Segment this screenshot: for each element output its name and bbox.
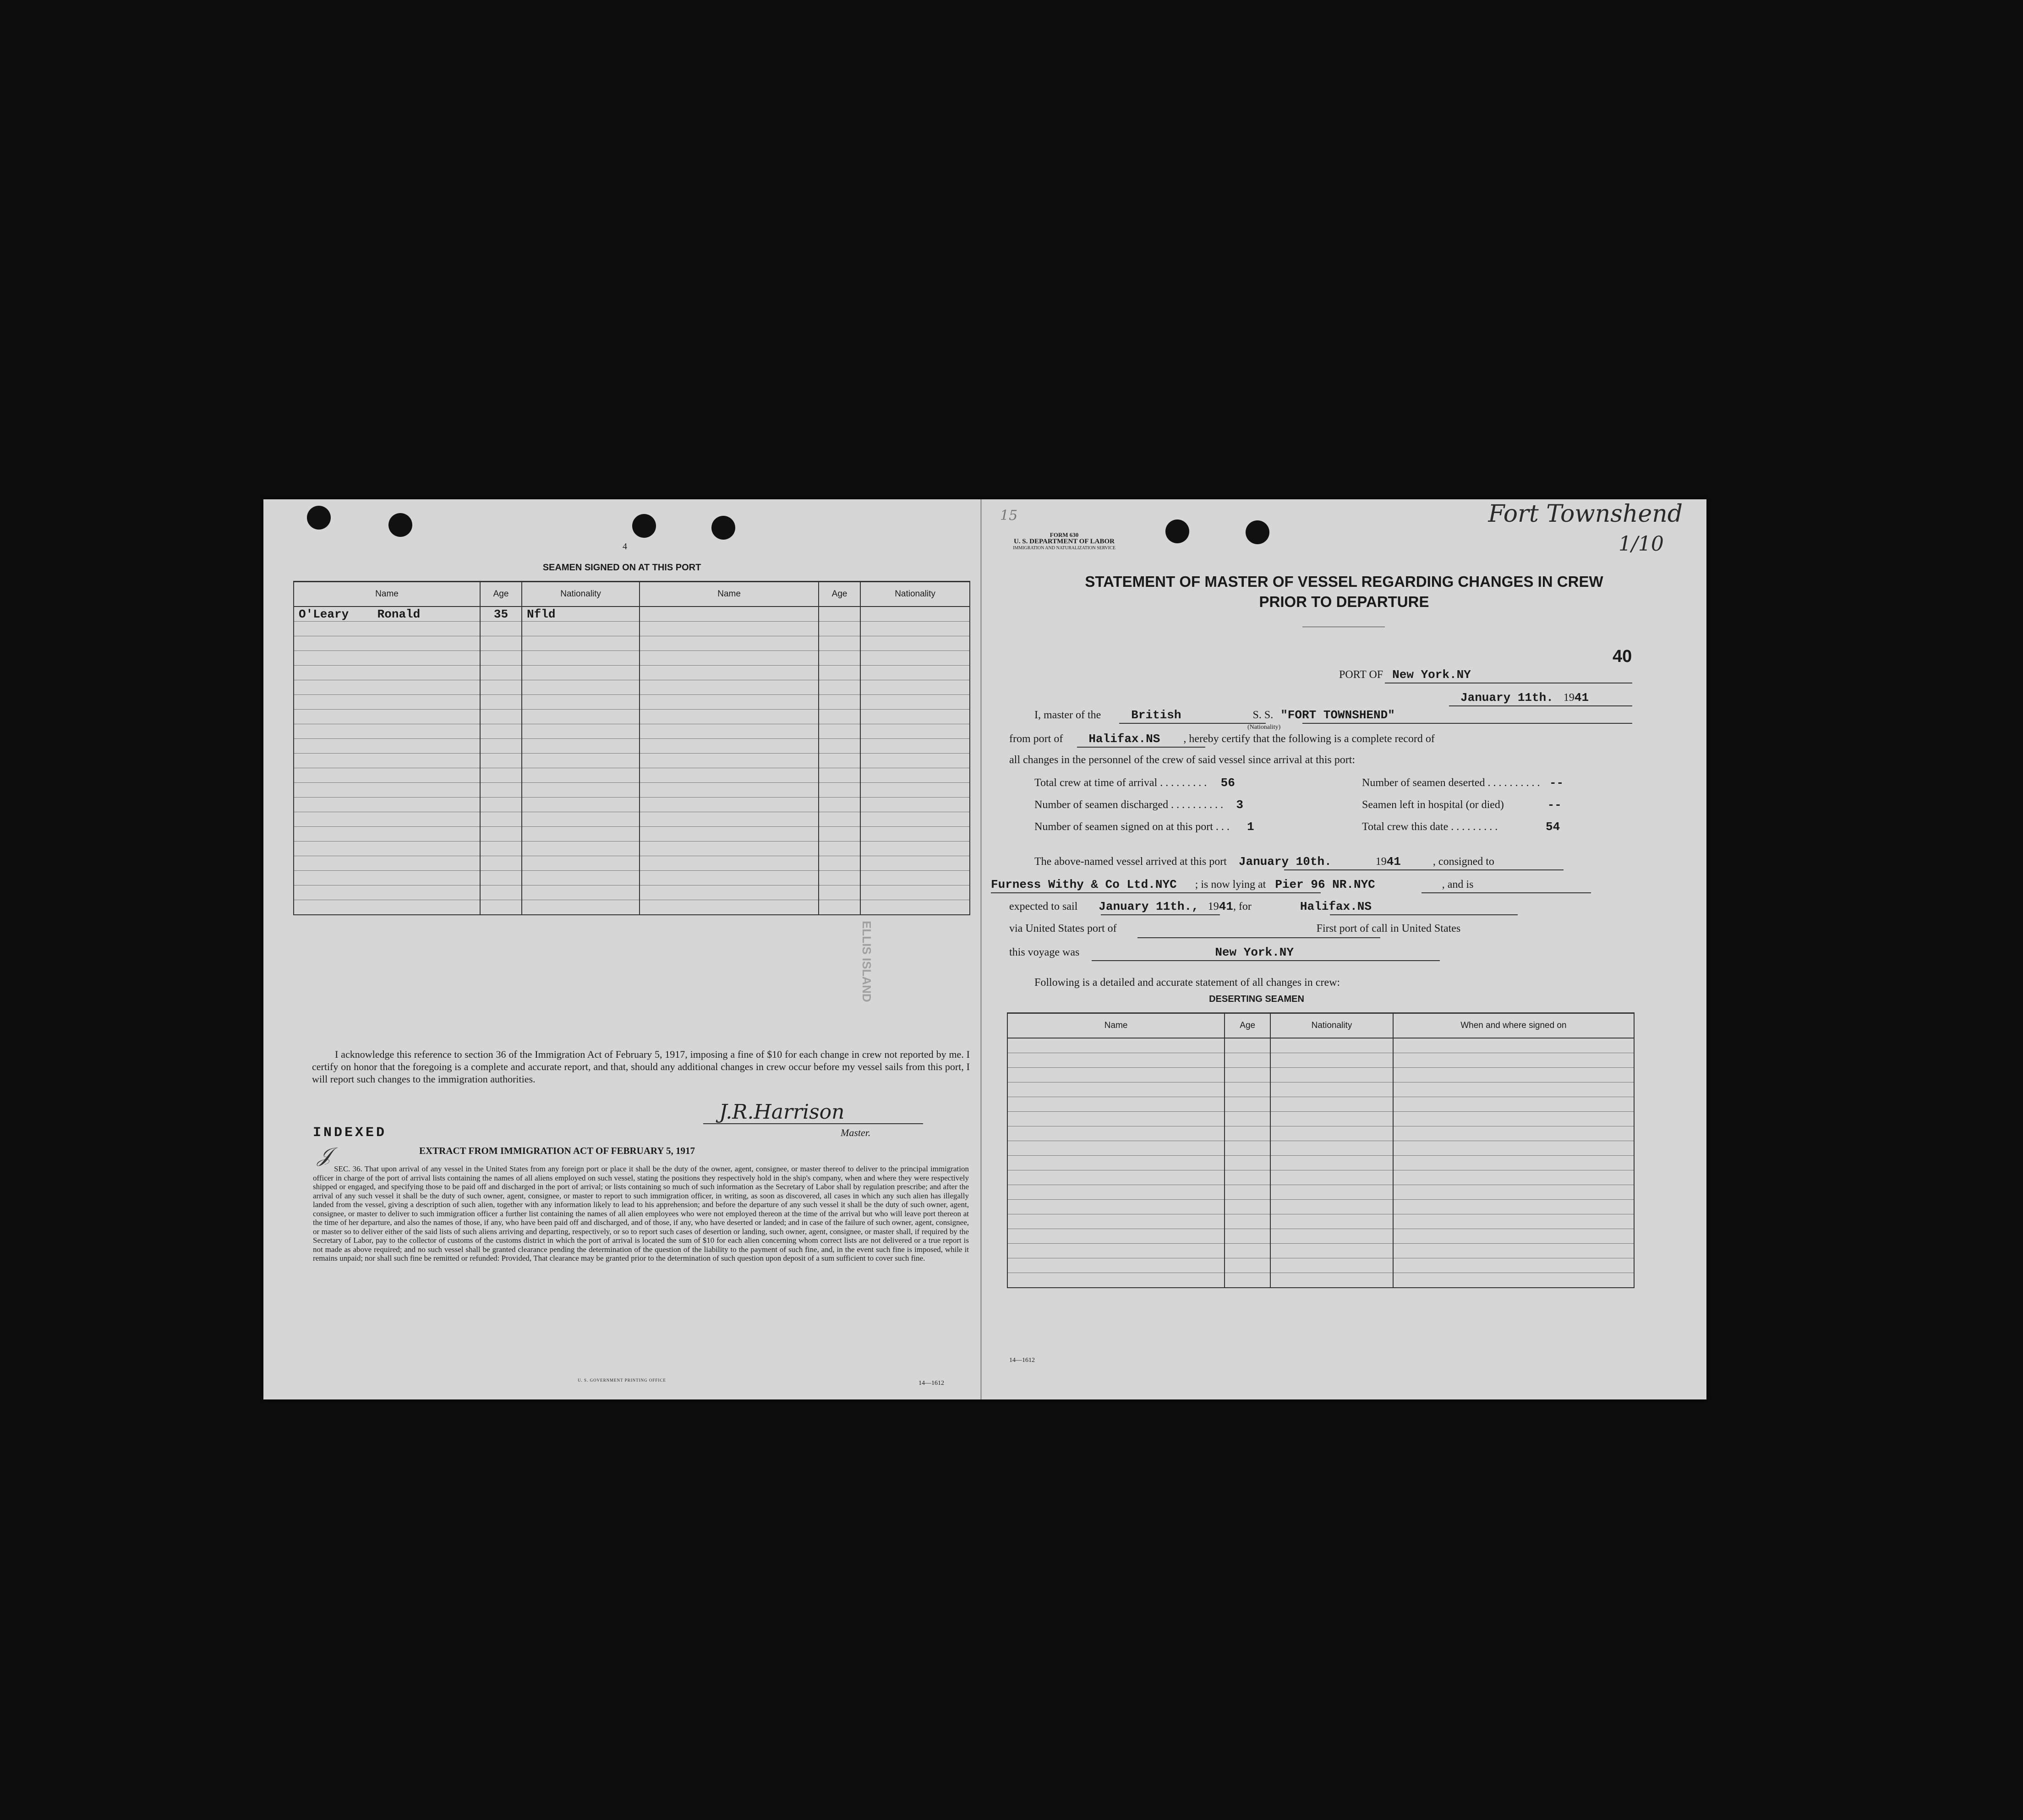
column-header: Name: [1007, 1013, 1225, 1038]
extract-title: EXTRACT FROM IMMIGRATION ACT OF FEBRUARY 5, 1917: [419, 1145, 695, 1156]
signature-line: [703, 1123, 923, 1124]
sail-year: 41: [1219, 900, 1233, 913]
ellis-island-stamp: ELLIS ISLAND: [860, 921, 874, 1002]
table-row: [294, 607, 970, 622]
column-header: Nationality: [860, 582, 970, 607]
printer-line: U. S. GOVERNMENT PRINTING OFFICE: [578, 1378, 666, 1383]
lying-at-value: Pier 96 NR.NYC: [1275, 878, 1375, 891]
stat-hospital: Seamen left in hospital (or died) --: [1362, 798, 1562, 812]
form-number: FORM 630: [1050, 531, 1079, 538]
column-header: Age: [819, 582, 860, 607]
acknowledgment-text: I acknowledge this reference to section 36 of the Immigration Act of February 5, 1917, imposing a fine of $10 for each change in crew not reported by me. I certify on honor that the foregoing is a complete and accurate report, and that, should any additional changes in crew occur before my vessel sails from this port, I will report such changes to the immigration authorities.: [312, 1049, 970, 1085]
column-header: When and where signed on: [1393, 1013, 1634, 1038]
column-header: Name: [294, 582, 480, 607]
deserting-title: DESERTING SEAMEN: [1209, 994, 1304, 1004]
deserting-seamen-table: [1007, 1012, 1635, 1288]
date-year-prefix: 19: [1563, 692, 1575, 704]
from-port-row: [1009, 732, 1435, 746]
lying-line: [1422, 892, 1591, 893]
destination-value: Halifax.NS: [1300, 900, 1372, 913]
stat-deserted: Number of seamen deserted . . . . . . . . . . --: [1362, 776, 1570, 790]
extract-text: SEC. 36. That upon arrival of any vessel in the United States from any foreign port or place it shall be the duty of the owner, agent, consignee, or master thereof to deliver to the principal immigration officer in charge of the port of arrival lists containing the names of all aliens employed on such vessel, stating the positions they respectively hold in the ship's company, when and where they were respectively shipped or engaged, and specifying those to be paid off and discharged in the port of arrival; or lists containing so much of such information as the Secretary of Labor shall by regulation prescribe; and after the arrival of any such vessel it shall be the duty of such owner, agent, consignee, or master to report to such immigration officer, in writing, as soon as discovered, all cases in which any such alien has illegally landed from the vessel, giving a description of such alien, together with any information likely to lead to his apprehension; and before the departure of any such vessel it shall be the duty of such owner, agent, consignee, or master to deliver to such immigration officer a further list containing the names of all alien employees who were not employed thereon at the time of the arrival but who will leave port thereon at the time of her departure, and also the names of those, if any, who have been paid off and discharged, and of those, if any, who have deserted or landed; and in case of the failure of such owner, agent, consignee, or master so to deliver either of the said lists of such aliens arriving and departing, respectively, or so to report such cases of desertion or landing, such owner, agent, consignee, or master shall, if required by the Secretary of Labor, pay to the collector of customs of the customs district in which the port of arrival is located the sum of $10 for each alien concerning whom correct lists are not delivered or a true report is not made as above required; and no such vessel shall be granted clearance pending the determination of the question of the liability to the payment of such fine, and, in the event such fine is imposed, while it remains unpaid; nor shall such fine be remitted or refunded: Provided, That clearance may be granted prior to the determination of such question upon deposit of a sum sufficient to cover such fine.: [313, 1164, 969, 1263]
handwritten-vessel-note: Fort Townshend: [1488, 500, 1683, 528]
nationality-label: (Nationality): [1247, 724, 1281, 731]
stat-discharged: Number of seamen discharged . . . . . . . . . . 3: [1034, 798, 1253, 812]
stat-value: 1: [1247, 820, 1254, 834]
arrived-line: [1284, 869, 1564, 870]
pencil-mark: 15: [1000, 508, 1018, 524]
column-header: Age: [480, 582, 522, 607]
stat-signed-on: Number of seamen signed on at this port . . . 1: [1034, 820, 1269, 834]
seaman-given-name: Ronald: [377, 607, 421, 621]
date-value: January 11th.: [1460, 691, 1553, 705]
port-label: PORT OF: [1339, 669, 1383, 681]
right-page: [982, 499, 1706, 1399]
arrived-row: The above-named vessel arrived at this port January 10th. 1941 , consigned to: [1034, 855, 1494, 869]
page-count: 40: [1613, 647, 1632, 666]
form-code: 14—1612: [919, 1380, 944, 1387]
indexed-mark: 𝒥: [317, 1143, 332, 1167]
consignee-line: [991, 892, 1321, 893]
stat-value: 3: [1236, 798, 1243, 812]
left-page: [263, 499, 980, 1399]
column-header: Nationality: [1270, 1013, 1393, 1038]
via-row: via United States port of First port of call in United States: [1009, 923, 1461, 935]
stat-total-date: Total crew this date . . . . . . . . . 54: [1362, 820, 1560, 834]
form-title: [982, 572, 1706, 612]
page-number: 4: [623, 541, 627, 552]
seaman-nationality: Nfld: [522, 607, 640, 622]
master-label: Master.: [841, 1127, 871, 1138]
master-row: [1034, 708, 1395, 722]
certify-text: , hereby certify that the following is a complete record of: [1183, 733, 1435, 745]
voyage-line: [1092, 960, 1440, 961]
date-year: 41: [1574, 691, 1589, 705]
first-port-value: New York.NY: [1215, 946, 1294, 959]
service-name: IMMIGRATION AND NATURALIZATION SERVICE: [1013, 546, 1115, 551]
section-title: SEAMEN SIGNED ON AT THIS PORT: [542, 563, 701, 573]
from-port-line: [1077, 747, 1205, 748]
port-value: New York.NY: [1392, 668, 1471, 682]
ss-label: S. S.: [1252, 709, 1274, 721]
column-header: Name: [640, 582, 819, 607]
consignee-value: Furness Withy & Co Ltd.NYC: [991, 878, 1177, 891]
form-code: 14—1612: [1009, 1357, 1035, 1364]
indexed-stamp: INDEXED: [313, 1125, 387, 1141]
vessel-line: [1302, 723, 1632, 724]
department-name: U. S. DEPARTMENT OF LABOR: [1013, 538, 1115, 545]
arrived-year: 41: [1386, 855, 1401, 869]
stat-value: 56: [1220, 776, 1235, 790]
from-port-value: Halifax.NS: [1088, 732, 1160, 746]
column-header: Age: [1225, 1013, 1270, 1038]
column-header: Nationality: [522, 582, 640, 607]
handwritten-fraction: 1/10: [1618, 532, 1664, 556]
form-title-line1: STATEMENT OF MASTER OF VESSEL REGARDING CHANGES IN CREW: [1085, 573, 1603, 590]
master-signature: J.R.Harrison: [719, 1100, 845, 1124]
stat-total-arrival: Total crew at time of arrival . . . . . . . . . 56: [1034, 776, 1246, 790]
following-text: Following is a detailed and accurate statement of all changes in crew:: [1034, 977, 1340, 989]
master-prefix: I, master of the: [1034, 709, 1101, 721]
vessel-name: "FORT TOWNSHEND": [1280, 708, 1395, 722]
arrived-date: January 10th.: [1238, 855, 1332, 869]
date-line: [1449, 705, 1632, 706]
document-sheet: [263, 499, 1706, 1399]
seaman-age: 35: [480, 607, 522, 622]
from-port-label: from port of: [1009, 733, 1063, 745]
port-row: [1339, 668, 1471, 682]
nationality-line: [1119, 723, 1266, 724]
via-line: [1137, 937, 1380, 938]
form-title-line2: PRIOR TO DEPARTURE: [1259, 593, 1429, 610]
seamen-signed-on-table: [293, 581, 970, 915]
stat-value: 54: [1546, 820, 1560, 834]
sail-row: expected to sail January 11th., 1941, for Halifax.NS: [1009, 900, 1372, 913]
stat-value: --: [1549, 776, 1564, 790]
changes-text: all changes in the personnel of the crew of said vessel since arrival at this port:: [1009, 754, 1356, 766]
sail-line: [1101, 914, 1220, 915]
nationality-value: British: [1131, 708, 1181, 722]
consignee-row: Furness Withy & Co Ltd.NYC ; is now lying at Pier 96 NR.NYC , and is: [991, 878, 1474, 891]
destination-line: [1330, 914, 1518, 915]
stat-value: --: [1547, 798, 1562, 812]
voyage-row: this voyage was New York.NY: [1009, 946, 1294, 959]
date-row: [1460, 691, 1589, 705]
sail-date: January 11th.,: [1099, 900, 1199, 913]
seaman-surname: O'Leary: [299, 607, 349, 621]
seaman-name: [294, 607, 480, 622]
